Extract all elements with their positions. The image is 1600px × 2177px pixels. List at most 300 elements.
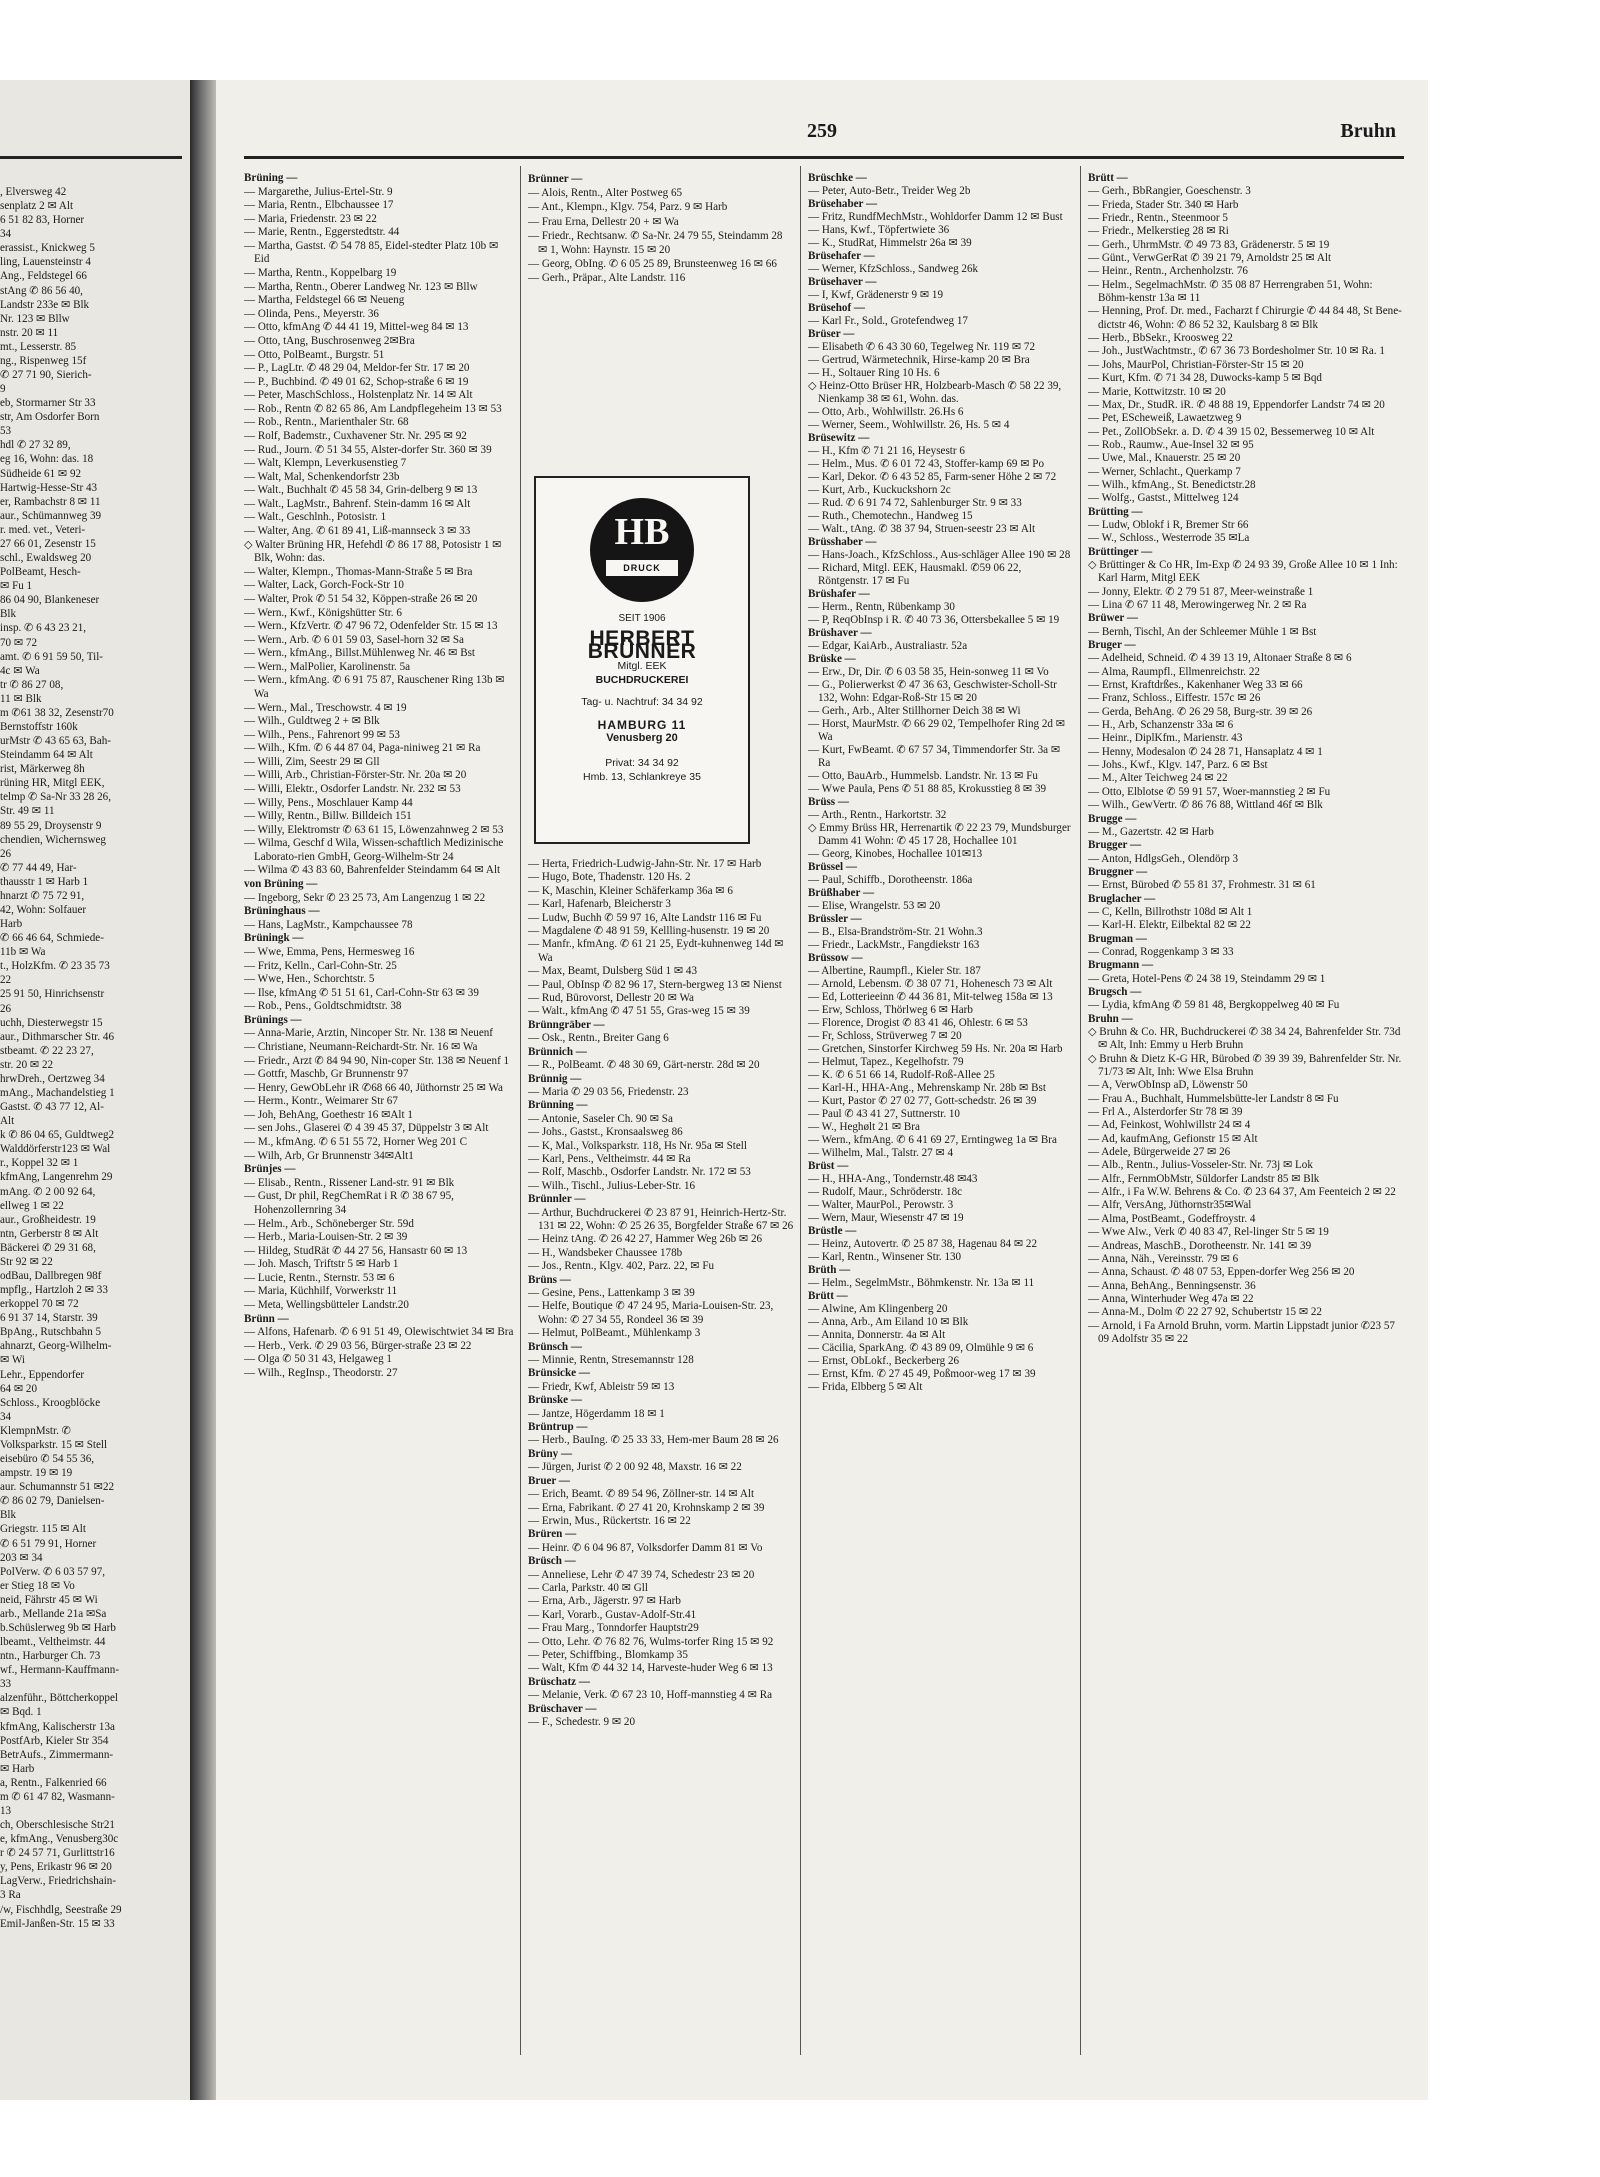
directory-entry: — K, Mal., Volksparkstr. 118, Hs Nr. 95a ✉ Stell xyxy=(528,1139,747,1152)
directory-entry: 22 xyxy=(0,974,12,987)
directory-entry: — Wern., Arb. ✆ 6 01 59 03, Sasel-horn 32 ✉ Sa xyxy=(244,633,464,646)
directory-entry: Brüsehafer — xyxy=(808,250,875,262)
directory-entry: — Arnold, Lebensm. ✆ 38 07 71, Hohenesch 73 ✉ Alt xyxy=(808,978,1053,990)
directory-entry: Brüsehof — xyxy=(808,302,866,314)
directory-entry: — Rob., Rentn., Marienthaler Str. 68 xyxy=(244,416,409,429)
directory-entry: tr ✆ 86 27 08, xyxy=(0,678,64,691)
directory-entry: — Fritz, RundfMechMstr., Wohldorfer Damm 12 ✉ Bust xyxy=(808,211,1063,223)
directory-entry: ◇ Walter Brüning HR, Hefehdl ✆ 86 17 88, Potosistr 1 ✉ Blk, Wohn: das. xyxy=(244,538,502,565)
directory-entry: — Alois, Rentn., Alter Postweg 65 xyxy=(528,187,683,200)
directory-entry: — Arthur, Buchdruckerei ✆ 23 87 91, Heinrich-Hertz-Str. 131 ✉ 22, Wohn: ✆ 25 26 35, Borgfelder Straße 67 ✉ 26 xyxy=(528,1206,794,1232)
directory-entry: — Gerh., BbRangier, Goeschenstr. 3 xyxy=(1088,185,1251,198)
directory-entry: — Christiane, Neumann-Reichardt-Str. Nr. 16 ✉ Wa xyxy=(244,1041,478,1053)
directory-entry: — K., StudRat, Himmelstr 26a ✉ 39 xyxy=(808,237,972,249)
directory-entry: — Ernst, ObLokf., Beckerberg 26 xyxy=(808,1355,960,1367)
directory-entry: — Friedr., LackMstr., Fangdiekstr 163 xyxy=(808,939,980,951)
directory-entry: Bruhn — xyxy=(1088,1012,1133,1025)
directory-entry: Bernstoffstr 160k xyxy=(0,720,78,733)
directory-entry: — Adele, Bürgerweide 27 ✉ 26 xyxy=(1088,1146,1231,1159)
column-rule xyxy=(520,166,521,2055)
directory-entry: ◇ Emmy Brüss HR, Herrenartik ✆ 22 23 79, Mundsburger Damm 41 Wohn: ✆ 45 17 28, Hochallee 101 xyxy=(808,822,1071,847)
directory-entry: — Gerda, BehAng. ✆ 26 29 58, Burg-str. 39 ✉ 26 xyxy=(1088,705,1313,718)
directory-entry: rist, Märkerweg 8h xyxy=(0,763,85,776)
directory-entry: eb, Stormarner Str 33 xyxy=(0,397,96,410)
directory-entry: rüning HR, Mitgl EEK, xyxy=(0,777,105,790)
directory-entry: senplatz 2 ✉ Alt xyxy=(0,200,74,213)
directory-entry: — Marie, Kottwitzstr. 10 ✉ 20 xyxy=(1088,385,1226,398)
directory-entry: — Walt, Klempn, Leverkusenstieg 7 xyxy=(244,457,407,470)
directory-entry: — Walt, Mal, Schenkendorfstr 23b xyxy=(244,470,400,483)
directory-entry: — Alb., Rentn., Julius-Vosseler-Str. Nr. 73j ✉ Lok xyxy=(1088,1159,1313,1172)
directory-entry: — Wern., Kwf., Königshütter Str. 6 xyxy=(244,606,402,619)
directory-entry: — Frau Erna, Dellestr 20 + ✉ Wa xyxy=(528,215,679,228)
directory-entry: — Ingeborg, Sekr ✆ 23 25 73, Am Langenzug 1 ✉ 22 xyxy=(244,891,486,904)
directory-entry: — Antonie, Saseler Ch. 90 ✉ Sa xyxy=(528,1112,673,1125)
directory-entry: — Heinr., Rentn., Archenholzstr. 76 xyxy=(1088,265,1248,278)
directory-entry: — Elisab., Rentn., Rissener Land-str. 91 ✉ Blk xyxy=(244,1176,455,1189)
directory-entry: er Stieg 18 ✉ Vo xyxy=(0,1579,75,1592)
directory-entry: Brütt — xyxy=(1088,172,1128,184)
ad-since: SEIT 1906 xyxy=(618,613,666,624)
directory-entry: Brütt — xyxy=(808,1290,848,1302)
directory-entry: — Rob., Rentn ✆ 82 65 86, Am Landpflegeheim 13 ✉ 53 xyxy=(244,402,502,415)
directory-entry: — Gerh., UhrmMstr. ✆ 49 73 83, Grädenerstr. 5 ✉ 19 xyxy=(1088,238,1330,251)
directory-entry: — Peter, Auto-Betr., Treider Weg 2b xyxy=(808,185,971,197)
directory-entry: — Minnie, Rentn, Stresemannstr 128 xyxy=(528,1354,694,1367)
directory-entry: — Willi, Elektr., Osdorfer Landstr. Nr. 232 ✉ 53 xyxy=(244,783,461,796)
directory-entry: kfmAng, Langenrehm 29 xyxy=(0,1171,113,1184)
directory-entry: — Karl, Hafenarb, Bleicherstr 3 xyxy=(528,898,671,911)
directory-entry: — I, Kwf, Grädenerstr 9 ✉ 19 xyxy=(808,289,943,301)
directory-entry: Gastst. ✆ 43 77 12, Al- xyxy=(0,1101,104,1114)
directory-entry: ✉ Harb xyxy=(0,1762,35,1775)
directory-entry: 11b ✉ Wa xyxy=(0,946,46,959)
directory-entry: Brugman — xyxy=(1088,932,1147,945)
directory-entry: — Max, Beamt, Dulsberg Süd 1 ✉ 43 xyxy=(528,965,698,978)
directory-entry: — Rud, Bürovorst, Dellestr 20 ✉ Wa xyxy=(528,992,694,1005)
directory-entry: — Cäcilia, SparkAng. ✆ 43 89 09, Olmühle 9 ✉ 6 xyxy=(808,1342,1034,1354)
directory-entry: — Conrad, Roggenkamp 3 ✉ 33 xyxy=(1088,945,1234,958)
directory-entry: — Carla, Parkstr. 40 ✉ Gll xyxy=(528,1581,648,1594)
directory-entry: — Erna, Arb., Jägerstr. 97 ✉ Harb xyxy=(528,1595,681,1608)
directory-entry: er, Rambachstr 8 ✉ 11 xyxy=(0,495,101,508)
column-rule xyxy=(1080,166,1081,2055)
ad-company-name: HERBERT BRÜNNER xyxy=(587,626,697,664)
directory-entry: — Rolf, Bademstr., Cuxhavener Str. Nr. 295 ✉ 92 xyxy=(244,429,467,442)
directory-entry: ◇ Bruhn & Co. HR, Buchdruckerei ✆ 38 34 24, Bahrenfelder Str. 73d ✉ Alt, Inh: Emmy u Herb Bruhn xyxy=(1088,1026,1401,1052)
directory-entry: — H., HHA-Ang., Tondernstr.48 ✉43 xyxy=(808,1173,978,1185)
directory-entry: Brüninghaus — xyxy=(244,905,320,918)
directory-entry: — Henning, Prof. Dr. med., Facharzt f Chirurgie ✆ 44 84 48, St Bene-dictstr 46, Wohn: ✆ 86 52 32, Kaulsbarg 8 ✉ Blk xyxy=(1088,305,1402,331)
directory-entry: Str. 49 ✉ 11 xyxy=(0,805,55,818)
directory-entry: — Anna, BehAng., Benningsenstr. 36 xyxy=(1088,1279,1256,1292)
directory-entry: 25 91 50, Hinrichsenstr xyxy=(0,988,105,1001)
directory-entry: — Wilh., Tischl., Julius-Leber-Str. 16 xyxy=(528,1179,696,1192)
directory-entry: — Helfe, Boutique ✆ 47 24 95, Maria-Louisen-Str. 23, Wohn: ✆ 27 34 55, Rondeel 36 ✉ 39 xyxy=(528,1300,774,1326)
directory-entry: — F., Schedestr. 9 ✉ 20 xyxy=(528,1716,636,1728)
directory-entry: LagVerw., Friedrichshain- xyxy=(0,1875,117,1888)
directory-entry: amt. ✆ 6 91 59 50, Til- xyxy=(0,650,103,663)
directory-entry: Brüttinger — xyxy=(1088,545,1153,558)
directory-entry: — Wern., kfmAng. ✆ 6 41 69 27, Erntingweg 1a ✉ Bra xyxy=(808,1134,1057,1146)
directory-entry: stbeamt. ✆ 22 23 27, xyxy=(0,1044,94,1057)
directory-entry: Brünsicke — xyxy=(528,1367,590,1380)
directory-entry: Volksparkstr. 15 ✉ Stell xyxy=(0,1438,108,1451)
directory-entry: — Peter, Schiffbing., Blomkamp 35 xyxy=(528,1648,688,1661)
directory-entry: Brüschatz — xyxy=(528,1675,590,1688)
directory-column-2 xyxy=(528,172,794,2062)
directory-entry: Brüsehaver — xyxy=(808,276,877,288)
directory-entry: — W., Heghølt 21 ✉ Bra xyxy=(808,1121,920,1133)
scanned-page-spread xyxy=(0,80,1428,2100)
directory-entry: — Rudolf, Maur., Schröderstr. 18c xyxy=(808,1186,963,1198)
directory-entry: — Karl, Vorarb., Gustav-Adolf-Str.41 xyxy=(528,1608,697,1621)
directory-entry: — Anna-M., Dolm ✆ 22 27 92, Schubertstr 15 ✉ 22 xyxy=(1088,1306,1322,1319)
directory-entry: — Johs, MaurPol, Christian-Förster-Str 15 ✉ 20 xyxy=(1088,358,1304,371)
directory-entry: — Friedr, Kwf, Ableistr 59 ✉ 13 xyxy=(528,1380,675,1393)
directory-entry: — Herb., Verk. ✆ 29 03 56, Bürger-straße 23 ✉ 22 xyxy=(244,1339,472,1352)
directory-entry: — Ernst, Bürobed ✆ 55 81 37, Frohmestr. 31 ✉ 61 xyxy=(1088,879,1316,892)
directory-entry: — Erich, Beamt. ✆ 89 54 96, Zöllner-str. 14 ✉ Alt xyxy=(528,1488,755,1501)
directory-entry: BetrAufs., Zimmermann- xyxy=(0,1748,114,1761)
directory-entry: — Wwe Paula, Pens ✆ 51 88 85, Krokusstieg 8 ✉ 39 xyxy=(808,783,1047,795)
directory-entry: — Helm., SegelmachMstr. ✆ 35 08 87 Herrengraben 51, Wohn: Böhm-kenstr 13a ✉ 11 xyxy=(1088,278,1373,305)
directory-entry: Brüny — xyxy=(528,1447,573,1460)
directory-entry: PolBeamt, Hesch- xyxy=(0,566,81,579)
directory-entry: 86 04 90, Blankeneser xyxy=(0,594,100,607)
directory-entry: b.Schüslerweg 9b ✉ Harb xyxy=(0,1621,116,1634)
directory-entry: — Anna, Winterhuder Weg 47a ✉ 22 xyxy=(1088,1292,1254,1305)
directory-entry: — Jantze, Högerdamm 18 ✉ 1 xyxy=(528,1407,665,1420)
directory-entry: — H., Kfm ✆ 71 21 16, Heysestr 6 xyxy=(808,445,965,457)
directory-entry: — Kurt, Kfm. ✆ 71 34 28, Duwocks-kamp 5 ✉ Bqd xyxy=(1088,372,1322,385)
directory-entry: Lehr., Eppendorfer xyxy=(0,1368,85,1381)
directory-entry: — Willy, Elektromstr ✆ 63 61 15, Löwenzahnweg 2 ✉ 53 xyxy=(244,823,504,836)
directory-entry: 3 Ra xyxy=(0,1889,21,1902)
directory-entry: — Jonny, Elektr. ✆ 2 79 51 87, Meer-weinstraße 1 xyxy=(1088,585,1314,598)
directory-entry: kfmAng, Kalischerstr 13a xyxy=(0,1720,115,1733)
directory-entry: ✉ Bqd. 1 xyxy=(0,1706,42,1719)
directory-entry: — Alma, Raumpfl., Ellmenreichstr. 22 xyxy=(1088,665,1260,678)
ad-street: Venusberg 20 xyxy=(606,732,678,745)
directory-entry: thausstr 1 ✉ Harb 1 xyxy=(0,875,89,888)
directory-entry: — Ludw, Buchh ✆ 59 97 16, Alte Landstr 116 ✉ Fu xyxy=(528,911,762,924)
directory-entry: Landstr 233e ✉ Blk xyxy=(0,298,90,311)
directory-entry: nstr. 20 ✉ 11 xyxy=(0,326,59,339)
directory-entry: — Erwin, Mus., Rückertstr. 16 ✉ 22 xyxy=(528,1514,691,1527)
directory-entry: — Kurt, Pastor ✆ 27 02 77, Gott-schedstr. 26 ✉ 39 xyxy=(808,1095,1037,1107)
directory-entry: neid, Fährstr 45 ✉ Wi xyxy=(0,1593,98,1606)
directory-entry: Brüschaver — xyxy=(528,1702,597,1715)
directory-column-1 xyxy=(244,172,514,1380)
directory-entry: — Gertrud, Wärmetechnik, Hirse-kamp 20 ✉ Bra xyxy=(808,354,1030,366)
directory-entry: ch, Oberschlesische Str21 xyxy=(0,1819,115,1832)
directory-entry: — Johs., Kwf., Klgv. 147, Parz. 6 ✉ Bst xyxy=(1088,759,1268,772)
directory-entry: Brüske — xyxy=(808,653,856,665)
directory-entry: — B., Elsa-Brandström-Str. 21 Wohn.3 xyxy=(808,926,983,938)
directory-entry: — K, Maschin, Kleiner Schäferkamp 36a ✉ 6 xyxy=(528,884,733,897)
directory-entry: — Walter, Prok ✆ 51 54 32, Köppen-straße 26 ✉ 20 xyxy=(244,592,478,605)
directory-entry: — Herb., BauIng. ✆ 25 33 33, Hem-mer Baum 28 ✉ 26 xyxy=(528,1434,779,1447)
directory-entry: — Werner, Schlacht., Querkamp 7 xyxy=(1088,465,1241,478)
directory-entry: Brünings — xyxy=(244,1013,302,1026)
directory-entry: /w, Fischhdlg, Seestraße 29 xyxy=(0,1903,122,1916)
directory-entry: Steindamm 64 ✉ Alt xyxy=(0,749,93,762)
directory-entry: Brünning — xyxy=(528,1099,588,1112)
directory-entry: — Florence, Drogist ✆ 83 41 46, Ohlestr. 6 ✉ 53 xyxy=(808,1017,1028,1029)
directory-entry: Brüsch — xyxy=(528,1555,576,1568)
directory-entry: — Frau A., Buchhalt, Hummelsbütte-ler Landstr 8 ✉ Fu xyxy=(1088,1092,1339,1105)
directory-entry: aur., Schümannweg 39 xyxy=(0,509,102,522)
left-page-fragment xyxy=(0,80,190,2100)
directory-entry: Brünske — xyxy=(528,1394,582,1407)
directory-entry: — Wilh., kfmAng., St. Benedictstr.28 xyxy=(1088,478,1256,491)
directory-entry: — Wern, Maur, Wiesenstr 47 ✉ 19 xyxy=(808,1212,964,1224)
directory-entry: — Rolf, Maschb., Osdorfer Landstr. Nr. 172 ✉ 53 xyxy=(528,1166,751,1179)
directory-entry: , Elversweg 42 xyxy=(0,186,67,198)
directory-entry: — Kurt, Arb., Kuckuckshorn 2c xyxy=(808,484,951,496)
ad-private-phone: Privat: 34 34 92 xyxy=(605,756,679,769)
directory-column-3 xyxy=(808,172,1074,1394)
directory-entry: 53 xyxy=(0,425,12,438)
directory-entry: — Lydia, kfmAng ✆ 59 81 48, Bergkoppelweg 40 ✉ Fu xyxy=(1088,999,1340,1012)
directory-entry: — Walt., kfmAng ✆ 47 51 55, Gras-weg 15 ✉ 39 xyxy=(528,1005,750,1018)
directory-entry: k ✆ 86 04 65, Guldtweg2 xyxy=(0,1129,115,1142)
directory-entry: Blk xyxy=(0,1509,17,1522)
directory-entry: — P., Buchbind. ✆ 49 01 62, Schop-straße 6 ✉ 19 xyxy=(244,375,469,388)
column-rule xyxy=(800,166,801,2055)
directory-entry: — Alfons, Hafenarb. ✆ 6 91 51 49, Olewischtwiet 34 ✉ Bra xyxy=(244,1326,514,1339)
directory-entry: — Rud. ✆ 6 91 74 72, Sahlenburger Str. 9 ✉ 33 xyxy=(808,497,1022,509)
directory-entry: — Joh, BehAng, Goethestr 16 ✉Alt 1 xyxy=(244,1108,413,1121)
directory-entry: — Karl, Dekor. ✆ 6 43 52 85, Farm-sener Höhe 2 ✉ 72 xyxy=(808,471,1057,483)
directory-entry: — Adelheid, Schneid. ✆ 4 39 13 19, Altonaer Straße 8 ✉ 6 xyxy=(1088,652,1352,665)
directory-entry: — Karl, Pens., Veltheimstr. 44 ✉ Ra xyxy=(528,1152,691,1165)
directory-entry: — Wilma ✆ 43 83 60, Bahrenfelder Steindamm 64 ✉ Alt xyxy=(244,864,501,877)
directory-entry: 64 ✉ 20 xyxy=(0,1382,38,1395)
directory-entry: — Martha, Feldstegel 66 ✉ Neueng xyxy=(244,294,405,307)
directory-entry: Brünjes — xyxy=(244,1163,296,1176)
directory-entry: Brüntrup — xyxy=(528,1421,588,1434)
directory-entry: — M., kfmAng. ✆ 6 51 55 72, Horner Weg 201 C xyxy=(244,1136,467,1149)
directory-entry: — Manfr., kfmAng. ✆ 61 21 25, Eydt-kuhnenweg 14d ✉ Wa xyxy=(528,938,784,964)
directory-entry: 34 xyxy=(0,1410,12,1423)
directory-entry: — Walt., Geschlnh., Potosistr. 1 xyxy=(244,511,387,524)
directory-entry: Brüns — xyxy=(528,1273,571,1286)
directory-entry: — Rob., Pens., Goldtschmidtstr. 38 xyxy=(244,1000,402,1013)
directory-entry: — Hildeg, StudRät ✆ 44 27 56, Hansastr 60 ✉ 13 xyxy=(244,1244,468,1257)
directory-entry: Bruglacher — xyxy=(1088,892,1156,905)
directory-entry: — Walt., Buchhalt ✆ 45 58 34, Grin-delberg 9 ✉ 13 xyxy=(244,484,478,497)
directory-entry: — Martha, Gastst. ✆ 54 78 85, Eidel-stedter Platz 10b ✉ Eid xyxy=(244,239,499,266)
directory-entry: — Walter, Klempn., Thomas-Mann-Straße 5 ✉ Bra xyxy=(244,565,473,578)
directory-entry: Brünsch — xyxy=(528,1340,582,1353)
directory-entry: — Arth., Rentn., Harkortstr. 32 xyxy=(808,809,947,821)
directory-entry: Bruger — xyxy=(1088,639,1136,652)
directory-entry: — Otto, Elblotse ✆ 59 91 57, Woer-mannstieg 2 ✉ Fu xyxy=(1088,785,1331,798)
print-shop-logo-icon: HB DRUCK xyxy=(590,498,694,602)
directory-entry: Brünn — xyxy=(244,1312,289,1325)
directory-entry: — W., Schloss., Westerrode 35 ✉La xyxy=(1088,532,1250,545)
directory-entry: — Willy, Rentn., Billw. Billdeich 151 xyxy=(244,810,412,823)
directory-entry: — Wilh., GewVertr. ✆ 86 76 88, Wittland 46f ✉ Blk xyxy=(1088,799,1323,812)
directory-entry: telmp ✆ Sa-Nr 33 28 26, xyxy=(0,791,111,804)
directory-entry: 34 xyxy=(0,228,12,241)
directory-entry: — Alfr., FernmObMstr, Süldorfer Landstr 85 ✉ Blk xyxy=(1088,1172,1320,1185)
directory-entry: — Erw., Dr, Dir. ✆ 6 03 58 35, Hein-sonweg 11 ✉ Vo xyxy=(808,666,1049,678)
directory-entry: — Rud., Journ. ✆ 51 34 55, Alster-dorfer Str. 360 ✉ 39 xyxy=(244,443,492,456)
directory-entry: Schloss., Kroogblöcke xyxy=(0,1396,101,1409)
directory-page xyxy=(216,80,1428,2100)
directory-entry: PostfArb, Kieler Str 354 xyxy=(0,1734,109,1747)
directory-entry: aur., Großheidestr. 19 xyxy=(0,1213,96,1226)
directory-entry: Brünner — xyxy=(528,173,583,185)
directory-entry: — H., Soltauer Ring 10 Hs. 6 xyxy=(808,367,940,379)
directory-entry: — Helm., SegelmMstr., Böhmkenstr. Nr. 13a ✉ 11 xyxy=(808,1277,1035,1289)
directory-entry: — Arnold, i Fa Arnold Bruhn, vorm. Martin Lippstadt junior ✆23 57 09 Adolfstr 35 ✉ 22 xyxy=(1088,1319,1395,1345)
directory-entry: — Ed, Lotterieeinn ✆ 44 36 81, Mit-telweg 158a ✉ 13 xyxy=(808,991,1053,1003)
directory-entry: — Jos., Rentn., Klgv. 402, Parz. 22, ✉ Fu xyxy=(528,1260,715,1273)
directory-entry: — Heinz tAng. ✆ 26 42 27, Hammer Weg 26b ✉ 26 xyxy=(528,1233,763,1246)
directory-entry: Str 92 ✉ 22 xyxy=(0,1255,53,1268)
directory-entry: — Anna, Schaust. ✆ 48 07 53, Eppen-dorfer Weg 256 ✉ 20 xyxy=(1088,1266,1355,1279)
directory-entry: — Magdalene ✆ 48 91 59, Kellling-husenstr. 19 ✉ 20 xyxy=(528,925,770,938)
directory-entry: — Helm., Mus. ✆ 6 01 72 43, Stoffer-kamp 69 ✉ Po xyxy=(808,458,1045,470)
directory-entry: — Ad, Feinkost, Wohlwillstr 24 ✉ 4 xyxy=(1088,1119,1251,1132)
directory-entry: — Ant., Klempn., Klgv. 754, Parz. 9 ✉ Harb xyxy=(528,201,728,214)
directory-entry: — Willi, Arb., Christian-Förster-Str. Nr. 20a ✉ 20 xyxy=(244,769,467,782)
ad-business: BUCHDRUCKEREI xyxy=(595,673,689,686)
directory-entry: — Karl, Rentn., Winsener Str. 130 xyxy=(808,1251,962,1263)
directory-entry: str, Am Osdorfer Born xyxy=(0,411,100,424)
directory-entry: — Wilh., RegInsp., Theodorstr. 27 xyxy=(244,1366,398,1379)
directory-entry: — Martha, Rentn., Koppelbarg 19 xyxy=(244,267,397,280)
directory-entry: erkoppel 70 ✉ 72 xyxy=(0,1298,79,1311)
directory-entry: Bäckerei ✆ 29 31 68, xyxy=(0,1241,96,1254)
directory-entry: — Erna, Fabrikant. ✆ 27 41 20, Krohnskamp 2 ✉ 39 xyxy=(528,1501,765,1514)
directory-entry: ✆ 86 02 79, Danielsen- xyxy=(0,1495,105,1508)
directory-entry: Blk xyxy=(0,608,17,621)
directory-entry: — Wern., kfmAng., Billst.Mühlenweg Nr. 46 ✉ Bst xyxy=(244,647,475,660)
directory-entry: — Helmut, Tapez., Kegelhofstr. 79 xyxy=(808,1056,964,1068)
directory-entry: ling, Lauensteinstr 4 xyxy=(0,256,91,269)
directory-entry: — Walt, Kfm ✆ 44 32 14, Harveste-huder Weg 6 ✉ 13 xyxy=(528,1662,773,1675)
directory-entry: Brugge — xyxy=(1088,812,1137,825)
directory-entry: Brüschke — xyxy=(808,172,867,184)
directory-entry: — Paul, ObInsp ✆ 82 96 17, Stern-bergweg 13 ✉ Nienst xyxy=(528,978,782,991)
directory-entry: — Friedr., Rechtsanw. ✆ Sa-Nr. 24 79 55, Steindamm 28 ✉ 1, Wohn: Haynstr. 15 ✉ 20 xyxy=(528,229,783,257)
directory-entry: 9 xyxy=(0,383,6,396)
directory-entry: Brüshaver — xyxy=(808,627,872,639)
directory-entry: — Ernst, Kfm. ✆ 27 45 49, Poßmoor-weg 17 ✉ 39 xyxy=(808,1368,1036,1380)
directory-entry: aur., Dithmarscher Str. 46 xyxy=(0,1030,114,1043)
directory-entry: — Wilhelm, Mal., Talstr. 27 ✉ 4 xyxy=(808,1147,954,1159)
directory-entry: — Wwe Alw., Verk ✆ 40 83 47, Rel-linger Str 5 ✉ 19 xyxy=(1088,1226,1329,1239)
directory-entry: ◇ Heinz-Otto Brüser HR, Holzbearb-Masch ✆ 58 22 39, Nienkamp 38 ✉ 61, Wohn. das. xyxy=(808,380,1062,405)
directory-entry: — Marie, Rentn., Eggerstedtstr. 44 xyxy=(244,226,400,239)
directory-column-4 xyxy=(1088,172,1402,1346)
directory-entry: ng., Rispenweg 15f xyxy=(0,354,87,367)
directory-entry: — Fr, Schloss, Strüverweg 7 ✉ 20 xyxy=(808,1030,962,1042)
directory-entry: hrwDreh., Oertzweg 34 xyxy=(0,1072,105,1085)
directory-entry: — Alfr, VersAng, Jüthornstr35✉Wal xyxy=(1088,1199,1252,1212)
directory-entry: Brüning — xyxy=(244,172,298,184)
directory-entry: Emil-Janßen-Str. 15 ✉ 33 xyxy=(0,1917,115,1930)
directory-entry: — Maria, Küchhilf, Vorwerkstr 11 xyxy=(244,1285,398,1298)
directory-entry: a, Rentn., Falkenried 66 xyxy=(0,1776,107,1789)
directory-entry: — Greta, Hotel-Pens ✆ 24 38 19, Steindamm 29 ✉ 1 xyxy=(1088,972,1326,985)
directory-entry: — Margarethe, Julius-Ertel-Str. 9 xyxy=(244,185,393,198)
directory-entry: — Wwe, Hen., Schorchtstr. 5 xyxy=(244,973,375,986)
directory-entry: uchh, Diesterwegstr 15 xyxy=(0,1016,103,1029)
directory-entry: — M., Gazertstr. 42 ✉ Harb xyxy=(1088,825,1214,838)
directory-entry: Brünnich — xyxy=(528,1045,587,1058)
directory-entry: — Fritz, Kelln., Carl-Cohn-Str. 25 xyxy=(244,959,397,972)
directory-entry: — Maria, Friedenstr. 23 ✉ 22 xyxy=(244,212,377,225)
directory-entry: — Otto, PolBeamt., Burgstr. 51 xyxy=(244,348,385,361)
directory-entry: — Walter, MaurPol., Perowstr. 3 xyxy=(808,1199,954,1211)
directory-entry: — Uwe, Mal., Knauerstr. 25 ✉ 20 xyxy=(1088,452,1241,465)
directory-entry: — Andreas, MaschB., Dorotheenstr. Nr. 141 ✉ 39 xyxy=(1088,1239,1312,1252)
directory-entry: Bruer — xyxy=(528,1474,571,1487)
directory-entry: — Willi, Zim, Seestr 29 ✉ Gll xyxy=(244,755,380,768)
column-2-bottom-entries xyxy=(528,858,794,1729)
directory-entry: — Elisabeth ✆ 6 43 30 60, Tegelweg Nr. 119 ✉ 72 xyxy=(808,341,1036,353)
directory-entry: — Wilh., Pens., Fahrenort 99 ✉ 53 xyxy=(244,728,400,741)
directory-entry: Alt xyxy=(0,1115,15,1128)
directory-entry: — Johs., Gastst., Kronsaalsweg 86 xyxy=(528,1126,683,1139)
directory-entry: — Ruth., Chemotechn., Handweg 15 xyxy=(808,510,973,522)
print-shop-advertisement xyxy=(534,476,750,844)
directory-entry: 26 xyxy=(0,847,12,860)
directory-entry: mAng., Machandelstieg 1 xyxy=(0,1087,115,1099)
directory-entry: ellweg 1 ✉ 22 xyxy=(0,1199,64,1212)
directory-entry: 4c ✉ Wa xyxy=(0,664,40,677)
directory-entry: — Walt., tAng. ✆ 38 37 94, Struen-seestr 23 ✉ Alt xyxy=(808,523,1036,535)
directory-entry: 27 66 01, Zesenstr 15 xyxy=(0,537,96,550)
column-2-top-entries xyxy=(528,172,794,286)
directory-entry: Nr. 123 ✉ Bllw xyxy=(0,312,70,325)
directory-entry: — Hans-Joach., KfzSchloss., Aus-schläger Allee 190 ✉ 28 xyxy=(808,549,1071,561)
directory-entry: — Hugo, Bote, Thadenstr. 120 Hs. 2 xyxy=(528,871,691,884)
directory-entry: Brüshafer — xyxy=(808,588,870,600)
directory-entry: ahnarzt, Georg-Wilhelm- xyxy=(0,1340,112,1353)
directory-entry: — Wern., Mal., Treschowstr. 4 ✉ 19 xyxy=(244,701,407,714)
directory-entry: 42, Wohn: Solfauer xyxy=(0,903,87,916)
ad-city: HAMBURG 11 xyxy=(597,717,687,732)
directory-entry: mpflg., Hartzloh 2 ✉ 33 xyxy=(0,1284,108,1297)
directory-entry: — Otto, Lehr. ✆ 76 82 76, Wulms-torfer Ring 15 ✉ 92 xyxy=(528,1635,774,1648)
directory-entry: — Anton, HdlgsGeh., Olendörp 3 xyxy=(1088,852,1239,865)
ad-private-address: Hmb. 13, Schlankreye 35 xyxy=(583,770,701,783)
directory-entry: chendien, Wichernsweg xyxy=(0,833,106,846)
directory-entry: odBau, Dallbregen 98f xyxy=(0,1270,102,1283)
directory-entry: ✆ 27 71 90, Sierich- xyxy=(0,369,92,382)
directory-entry: — Werner, KfzSchloss., Sandweg 26k xyxy=(808,263,979,275)
directory-entry: hdl ✆ 27 32 89, xyxy=(0,439,71,452)
book-gutter xyxy=(190,80,216,2100)
directory-entry: — Herm., Kontr., Weimarer Str 67 xyxy=(244,1095,398,1108)
directory-entry: — Günt., VerwGerRat ✆ 39 21 79, Arnoldstr 25 ✉ Alt xyxy=(1088,252,1332,265)
directory-entry: hnarzt ✆ 75 72 91, xyxy=(0,889,85,902)
directory-entry: — C, Kelln, Billrothstr 108d ✉ Alt 1 xyxy=(1088,905,1253,918)
directory-entry: — Osk., Rentn., Breiter Gang 6 xyxy=(528,1032,669,1045)
directory-entry: — Joh., JustWachtmstr., ✆ 67 36 73 Bordesholmer Str. 10 ✉ Ra. 1 xyxy=(1088,345,1385,358)
directory-entry: — Herb., BbSekr., Kroosweg 22 xyxy=(1088,332,1233,345)
directory-entry: — Friedr., Melkerstieg 28 ✉ Ri xyxy=(1088,225,1229,238)
directory-entry: — Annita, Donnerstr. 4a ✉ Alt xyxy=(808,1329,946,1341)
directory-entry: Brünngräber — xyxy=(528,1018,605,1031)
